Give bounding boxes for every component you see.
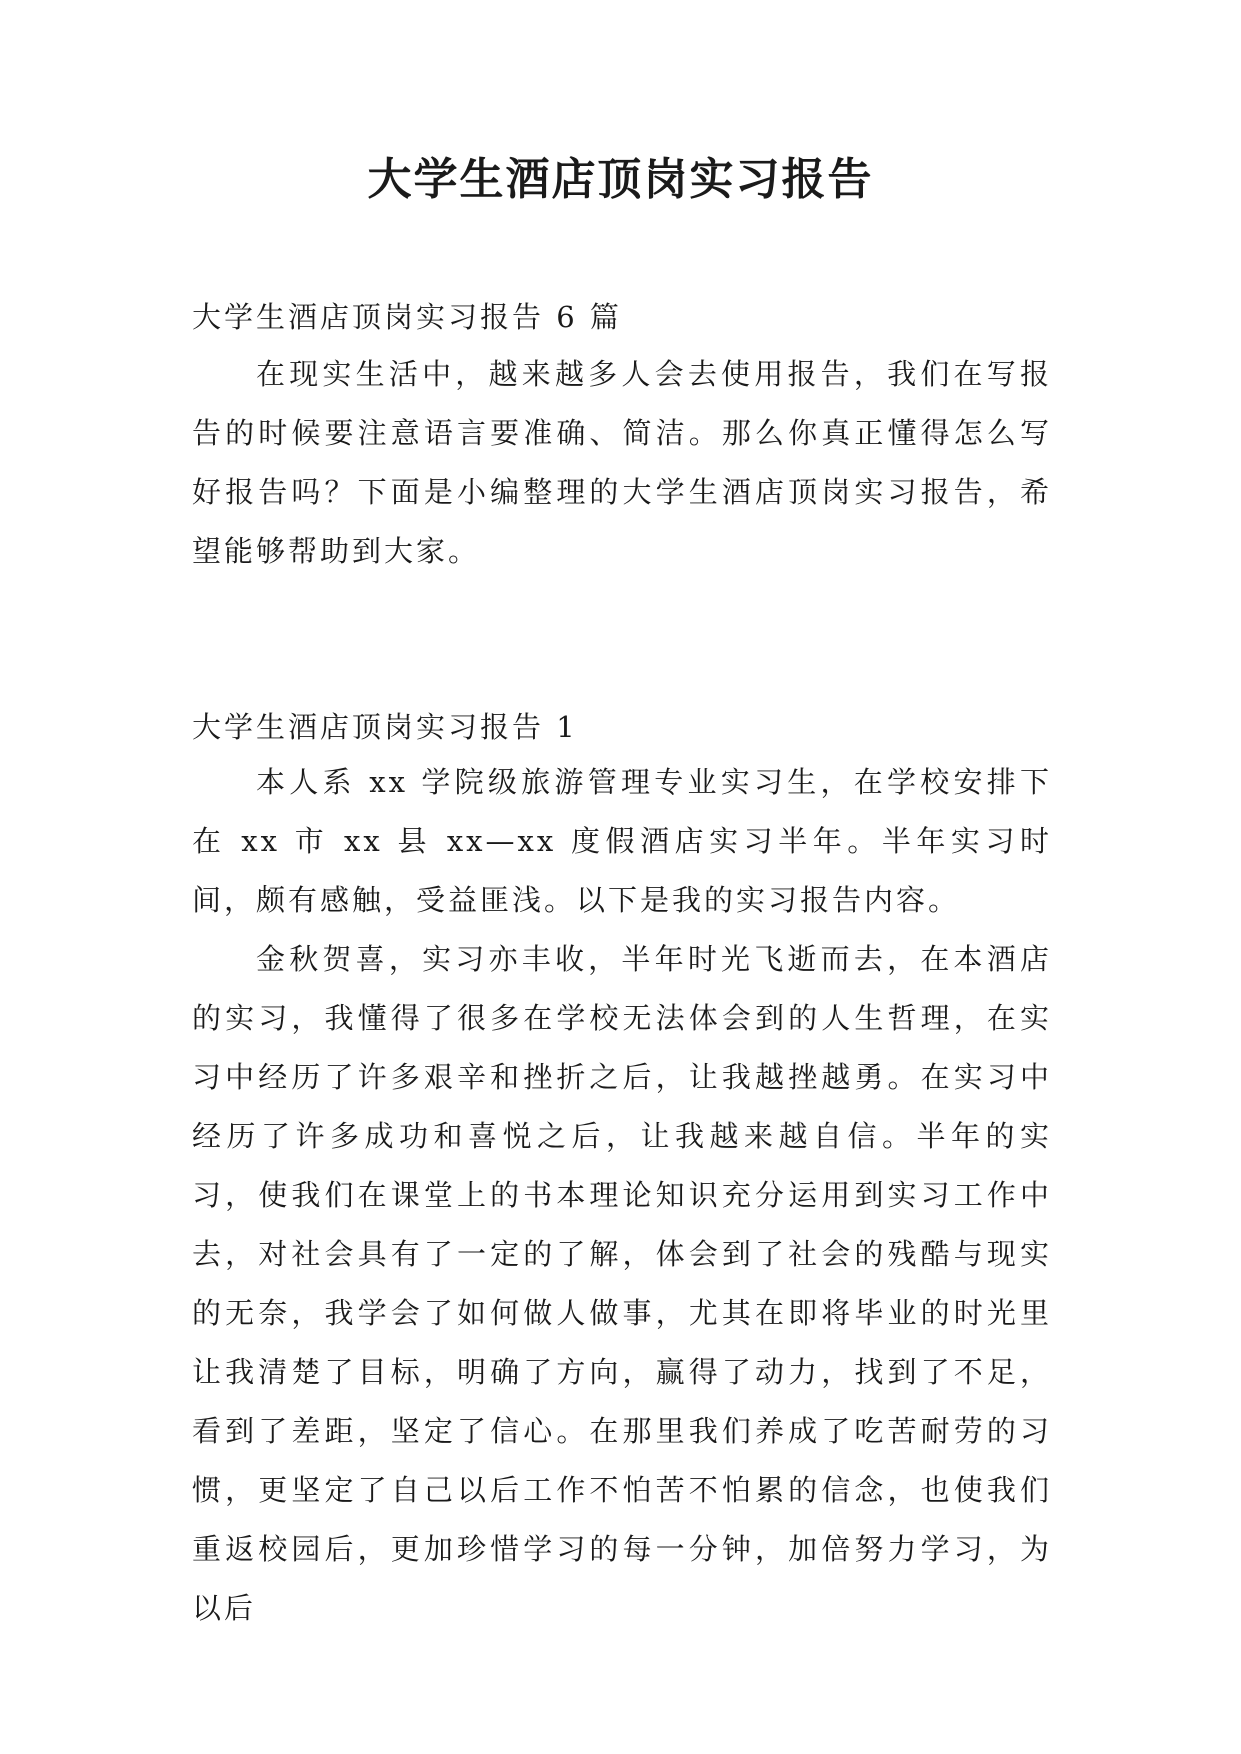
section-paragraph: 金秋贺喜，实习亦丰收，半年时光飞逝而去，在本酒店的实习，我懂得了很多在学校无法体会到的人生哲理，在实习中经历了许多艰辛和挫折之后，让我越挫越勇。在实习中经历了许多成功和喜悦之后，让我越来越自信。半年的实习，使我们在课堂上的书本理论知识充分运用到实习工作中去，对社会具有了一定的了解，体会到了社会的残酷与现实的无奈，我学会了如何做人做事，尤其在即将毕业的时光里让我清楚了目标，明确了方向，赢得了动力，找到了不足，看到了差距，坚定了信心。在那里我们养成了吃苦耐劳的习惯，更坚定了自己以后工作不怕苦不怕累的信念，也使我们重返校园后，更加珍惜学习的每一分钟，加倍努力学习，为以后 — [192, 942, 1052, 1625]
intro-paragraph: 在现实生活中，越来越多人会去使用报告，我们在写报告的时候要注意语言要准确、简洁。那么你真正懂得怎么写好报告吗？下面是小编整理的大学生酒店顶岗实习报告，希望能够帮助到大家。 — [192, 357, 1052, 568]
section-paragraph: 本人系 xx 学院级旅游管理专业实习生，在学校安排下在 xx 市 xx 县 xx—xx 度假酒店实习半年。半年实习时间，颇有感触，受益匪浅。以下是我的实习报告内容。 — [192, 765, 1052, 917]
document-subtitle: 大学生酒店顶岗实习报告 6 篇 — [192, 300, 622, 334]
section-body — [192, 753, 1052, 1638]
document-title: 大学生酒店顶岗实习报告 — [367, 154, 874, 205]
section-heading: 大学生酒店顶岗实习报告 1 — [192, 710, 578, 744]
